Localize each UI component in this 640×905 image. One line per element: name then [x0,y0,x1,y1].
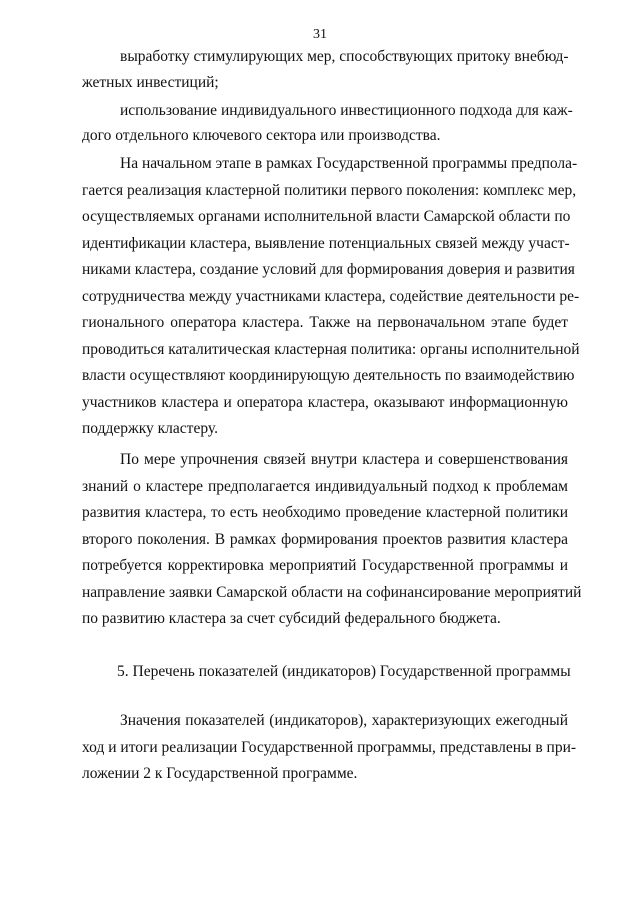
text-line: развития кластера, то есть необходимо проведение кластерной политики [82,504,568,521]
text-line: дого отдельного ключевого сектора или производства. [82,127,441,144]
text-line: проводиться каталитическая кластерная политика: органы исполнительной [82,341,580,358]
text-line: использование индивидуального инвестиционного подхода для каж- [120,102,573,119]
text-line: направление заявки Самарской области на софинансирование мероприятий [82,584,582,601]
page-number: 31 [313,27,327,42]
text-line: На начальном этапе в рамках Государственной программы предпола- [120,155,578,172]
text-line: По мере упрочнения связей внутри кластера и совершенствования [120,451,568,468]
text-line: идентификации кластера, выявление потенциальных связей между участ- [82,235,570,252]
text-line: потребуется корректировка мероприятий Государственной программы и [82,557,568,574]
text-line: поддержку кластеру. [82,420,218,437]
text-line: по развитию кластера за счет субсидий федерального бюджета. [82,610,501,627]
text-line: гионального оператора кластера. Также на первоначальном этапе будет [82,314,568,331]
text-line: власти осуществляют координирующую деятельность по взаимодействию [82,367,575,384]
text-line: ход и итоги реализации Государственной программы, представлены в при- [82,739,577,756]
text-line: никами кластера, создание условий для формирования доверия и развития [82,261,575,278]
text-line: знаний о кластере предполагается индивидуальный подход к проблемам [82,478,568,495]
text-line: Значения показателей (индикаторов), характеризующих ежегодный [120,712,568,729]
text-line: сотрудничества между участниками кластера, содействие деятельности ре- [82,288,580,305]
text-line: второго поколения. В рамках формирования проектов развития кластера [82,531,568,548]
section-heading: 5. Перечень показателей (индикаторов) Государственной программы [117,663,571,680]
text-line: ложении 2 к Государственной программе. [82,765,358,782]
text-line: гается реализация кластерной политики первого поколения: комплекс мер, [82,182,577,199]
text-line: выработку стимулирующих мер, способствующих притоку внебюд- [120,48,569,65]
text-line: участников кластера и оператора кластера, оказывают информационную [82,394,568,411]
text-line: жетных инвестиций; [82,74,219,91]
text-line: осуществляемых органами исполнительной власти Самарской области по [82,208,571,225]
